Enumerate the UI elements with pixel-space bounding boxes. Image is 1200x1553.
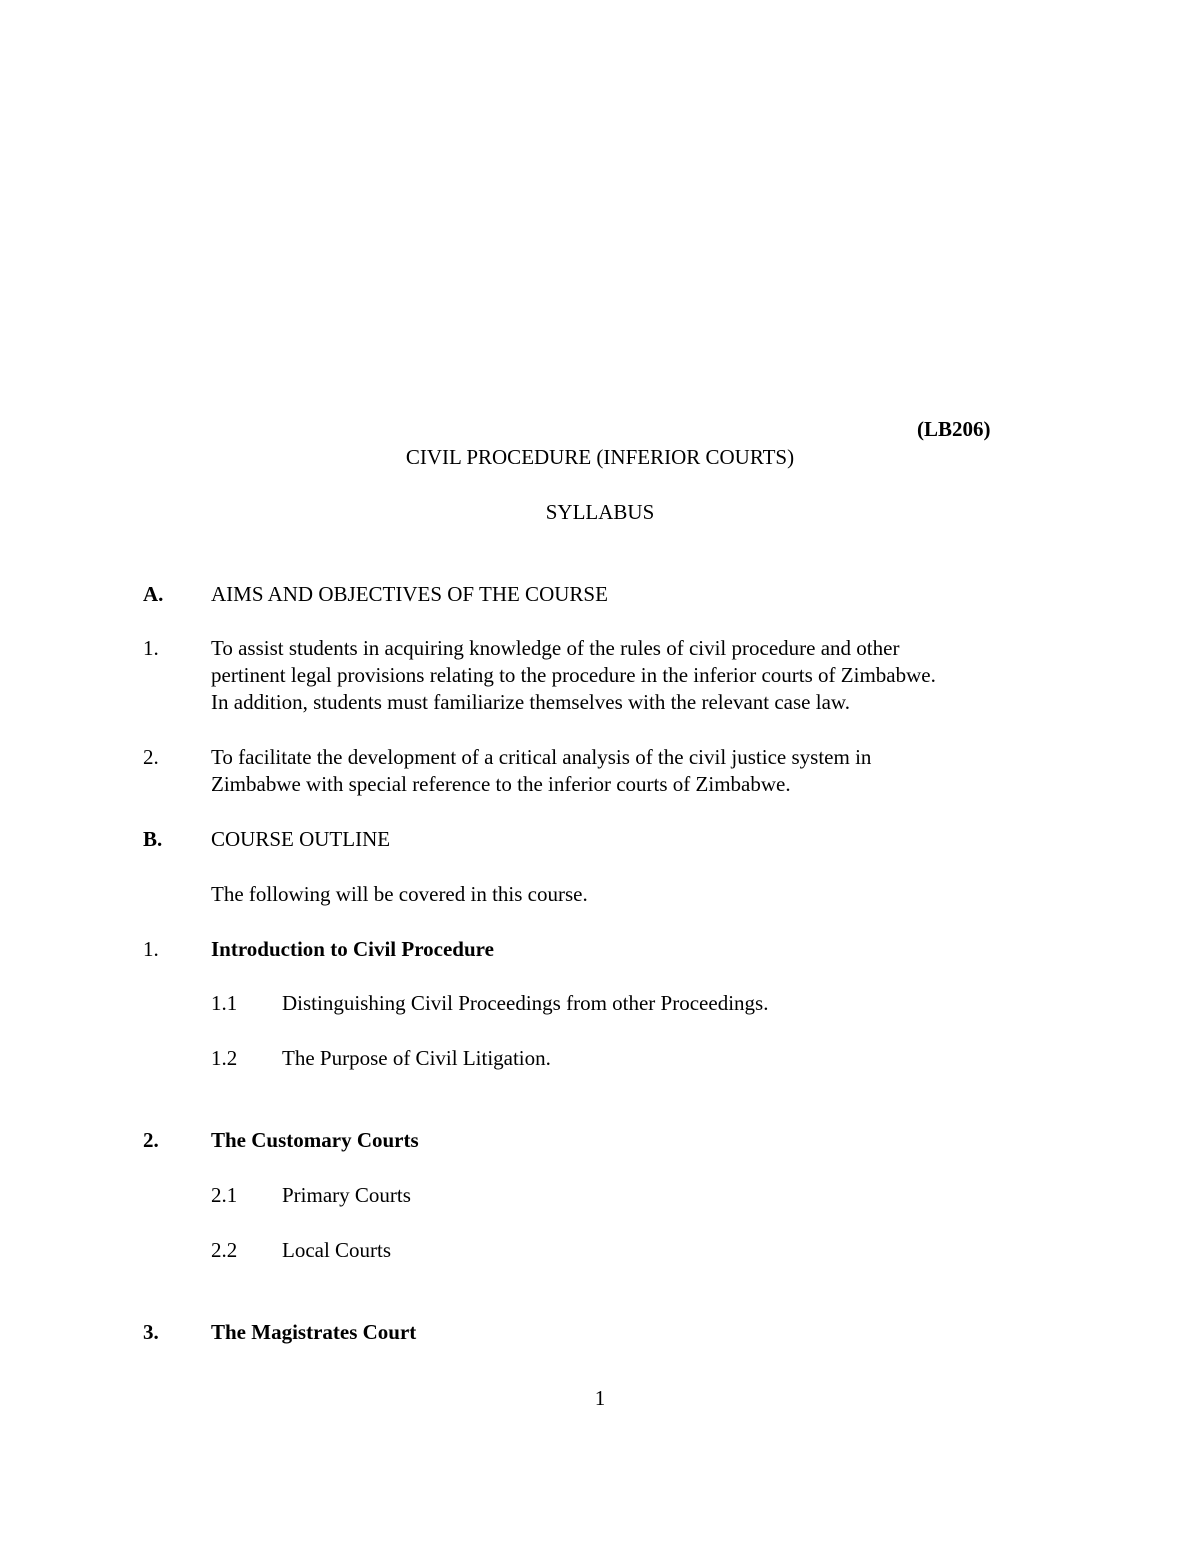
subtopic-2-2-text: Local Courts (282, 1238, 392, 1262)
aim-2-line-2: Zimbabwe with special reference to the inferior courts of Zimbabwe. (211, 772, 791, 796)
subtopic-1-2-text: The Purpose of Civil Litigation. (282, 1046, 551, 1070)
subtopic-1-1-number: 1.1 (211, 991, 238, 1015)
course-code: (LB206) (917, 417, 991, 441)
topic-3-number: 3. (143, 1320, 159, 1344)
aim-2-number: 2. (143, 745, 159, 769)
section-b-heading: COURSE OUTLINE (211, 827, 391, 851)
section-a-letter: A. (143, 582, 164, 606)
topic-1-number: 1. (143, 937, 159, 961)
subtopic-2-2-number: 2.2 (211, 1238, 238, 1262)
topic-1-title: Introduction to Civil Procedure (211, 937, 494, 961)
section-b-intro: The following will be covered in this course. (211, 882, 588, 906)
subtopic-2-1-number: 2.1 (211, 1183, 238, 1207)
aim-1-line-3: In addition, students must familiarize themselves with the relevant case law. (211, 690, 850, 714)
topic-2-number: 2. (143, 1128, 159, 1152)
aim-1-line-1: To assist students in acquiring knowledge of the rules of civil procedure and other (211, 636, 900, 660)
subtopic-1-1-text: Distinguishing Civil Proceedings from other Proceedings. (282, 991, 769, 1015)
page-title: CIVIL PROCEDURE (INFERIOR COURTS) (405, 445, 795, 469)
aim-1-line-2: pertinent legal provisions relating to the procedure in the inferior courts of Zimbabwe. (211, 663, 936, 687)
section-b-letter: B. (143, 827, 163, 851)
page-number: 1 (594, 1386, 606, 1410)
section-a-heading: AIMS AND OBJECTIVES OF THE COURSE (211, 582, 608, 606)
subtopic-2-1-text: Primary Courts (282, 1183, 411, 1207)
aim-2-line-1: To facilitate the development of a critical analysis of the civil justice system in (211, 745, 872, 769)
topic-3-title: The Magistrates Court (211, 1320, 417, 1344)
topic-2-title: The Customary Courts (211, 1128, 419, 1152)
aim-1-number: 1. (143, 636, 159, 660)
page-subtitle: SYLLABUS (545, 500, 655, 524)
subtopic-1-2-number: 1.2 (211, 1046, 238, 1070)
